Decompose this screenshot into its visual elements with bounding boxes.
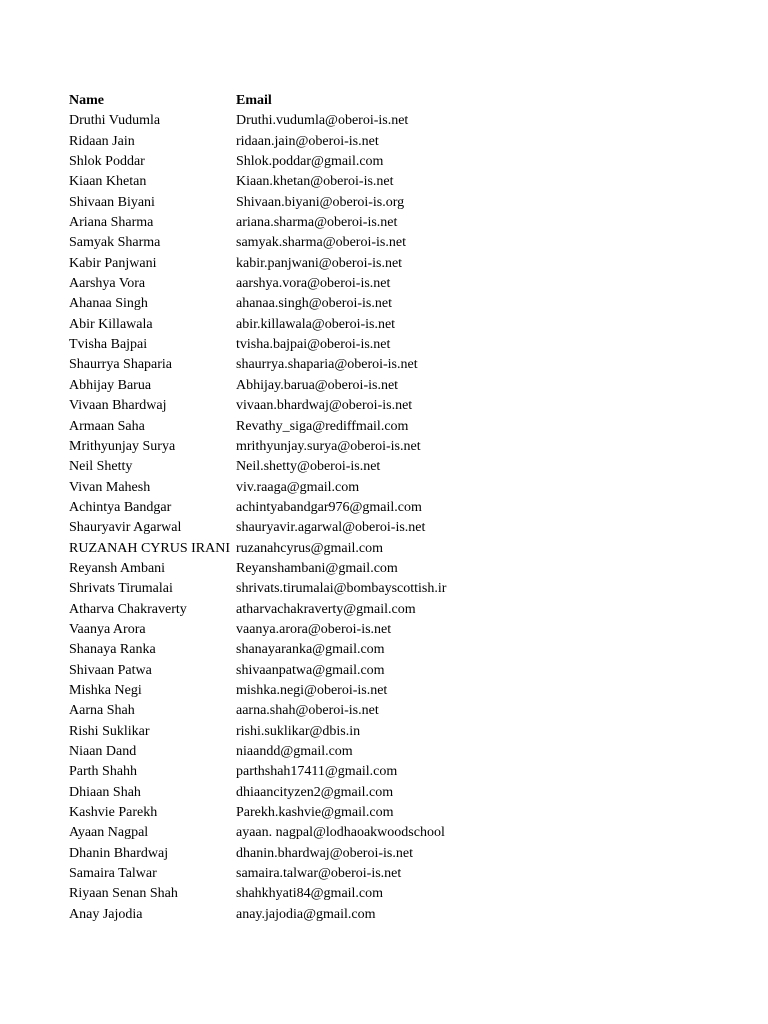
table-row — [69, 376, 689, 396]
contact-email: vivaan.bhardwaj@oberoi-is.net — [236, 398, 413, 414]
name-column-header: Name — [69, 93, 104, 108]
email-column-header: Email — [236, 93, 272, 108]
table-row — [69, 355, 689, 375]
contact-name: Kiaan Khetan — [69, 174, 147, 190]
table-row — [69, 152, 689, 172]
table-row — [69, 620, 689, 640]
contact-name: Abhijay Barua — [69, 377, 152, 393]
table-row — [69, 213, 689, 233]
table-body — [69, 111, 689, 925]
contact-name: Ariana Sharma — [69, 215, 154, 231]
contact-name: Aarshya Vora — [69, 276, 146, 292]
table-row — [69, 640, 689, 660]
contact-name: Kashvie Parekh — [69, 805, 158, 821]
table-row — [69, 701, 689, 721]
table-row — [69, 681, 689, 701]
contact-email: niaandd@gmail.com — [236, 744, 353, 759]
table-row — [69, 335, 689, 355]
contact-name: Shivaan Patwa — [69, 662, 152, 678]
table-row — [69, 884, 689, 904]
contact-name: Tvisha Bajpai — [69, 337, 148, 353]
contact-name: Atharva Chakraverty — [69, 601, 187, 617]
contact-name: Vivan Mahesh — [69, 479, 151, 495]
contact-email: Abhijay.barua@oberoi-is.net — [236, 377, 399, 393]
contact-name: Abir Killawala — [69, 316, 153, 332]
contact-name: Mrithyunjay Surya — [69, 438, 176, 454]
table-row — [69, 132, 689, 152]
table-row — [69, 559, 689, 579]
contact-email: rishi.suklikar@dbis.in — [236, 723, 361, 739]
contact-email: shaurrya.shaparia@oberoi-is.net — [236, 357, 418, 373]
table-row — [69, 864, 689, 884]
contact-email: ayaan. nagpal@lodhaoakwoodschool — [236, 825, 445, 841]
contact-email: abir.killawala@oberoi-is.net — [236, 316, 396, 332]
table-row — [69, 579, 689, 599]
contact-name: Parth Shahh — [69, 764, 138, 780]
table-row — [69, 661, 689, 681]
contact-email: Shlok.poddar@gmail.com — [236, 154, 384, 170]
contact-name: Dhanin Bhardwaj — [69, 845, 169, 861]
contact-email: viv.raaga@gmail.com — [236, 479, 360, 495]
contact-name: Shauryavir Agarwal — [69, 520, 182, 536]
contact-email: tvisha.bajpai@oberoi-is.net — [236, 337, 391, 353]
contact-name: Achintya Bandgar — [69, 499, 172, 515]
contact-name: Shrivats Tirumalai — [69, 581, 173, 597]
contact-name: Shaurrya Shaparia — [69, 357, 173, 373]
table-row — [69, 823, 689, 843]
contact-email: Shivaan.biyani@oberoi-is.org — [236, 194, 405, 210]
contact-email: Parekh.kashvie@gmail.com — [236, 805, 394, 821]
table-row — [69, 254, 689, 274]
table-row — [69, 742, 689, 762]
contact-email: atharvachakraverty@gmail.com — [236, 601, 416, 617]
contact-email: shanayaranka@gmail.com — [236, 642, 385, 658]
contact-table — [69, 91, 689, 925]
contact-email: Kiaan.khetan@oberoi-is.net — [236, 174, 394, 190]
contact-name: Samaira Talwar — [69, 866, 157, 882]
contact-email: aarshya.vora@oberoi-is.net — [236, 276, 391, 292]
contact-name: Ahanaa Singh — [69, 296, 148, 312]
table-row — [69, 437, 689, 457]
contact-email: shauryavir.agarwal@oberoi-is.net — [236, 520, 426, 536]
table-row — [69, 172, 689, 192]
table-row — [69, 905, 689, 925]
table-row — [69, 294, 689, 314]
table-row — [69, 478, 689, 498]
contact-email: ahanaa.singh@oberoi-is.net — [236, 296, 392, 312]
table-row — [69, 233, 689, 253]
contact-name: Vivaan Bhardwaj — [69, 398, 167, 414]
contact-email: ruzanahcyrus@gmail.com — [236, 540, 384, 556]
contact-name: Samyak Sharma — [69, 235, 161, 251]
contact-name: Anay Jajodia — [69, 906, 143, 922]
table-row — [69, 457, 689, 477]
contact-email: Neil.shetty@oberoi-is.net — [236, 459, 381, 475]
table-row — [69, 518, 689, 538]
contact-email: dhiaancityzen2@gmail.com — [236, 784, 394, 800]
table-header-row — [69, 91, 689, 111]
contact-name: Shlok Poddar — [69, 154, 145, 170]
contact-email: samaira.talwar@oberoi-is.net — [236, 866, 402, 882]
contact-email: dhanin.bhardwaj@oberoi-is.net — [236, 845, 413, 861]
contact-name: Ridaan Jain — [69, 133, 135, 149]
table-row — [69, 111, 689, 131]
table-row — [69, 803, 689, 823]
contact-email: Reyanshambani@gmail.com — [236, 560, 398, 576]
table-row — [69, 539, 689, 559]
contact-name: Druthi Vudumla — [69, 113, 161, 129]
contact-email: Druthi.vudumla@oberoi-is.net — [236, 113, 409, 129]
contact-name: Rishi Suklikar — [69, 723, 150, 739]
contact-email: ridaan.jain@oberoi-is.net — [236, 133, 379, 149]
table-row — [69, 417, 689, 437]
contact-name: Mishka Negi — [69, 682, 142, 698]
table-row — [69, 193, 689, 213]
contact-email: samyak.sharma@oberoi-is.net — [236, 235, 406, 251]
contact-name: Niaan Dand — [69, 744, 137, 759]
contact-email: mrithyunjay.surya@oberoi-is.net — [236, 438, 421, 454]
table-row — [69, 600, 689, 620]
contact-email: Revathy_siga@rediffmail.com — [236, 418, 409, 434]
contact-name: Neil Shetty — [69, 459, 133, 475]
contact-email: shahkhyati84@gmail.com — [236, 886, 384, 902]
contact-email: kabir.panjwani@oberoi-is.net — [236, 255, 403, 271]
contact-name: Kabir Panjwani — [69, 255, 157, 271]
contact-email: parthshah17411@gmail.com — [236, 764, 398, 780]
contact-email: vaanya.arora@oberoi-is.net — [236, 621, 392, 637]
table-row — [69, 315, 689, 335]
contact-name: Shivaan Biyani — [69, 194, 155, 210]
table-row — [69, 274, 689, 294]
contact-email: ariana.sharma@oberoi-is.net — [236, 215, 398, 231]
contact-email: shivaanpatwa@gmail.com — [236, 662, 385, 678]
contact-name: Dhiaan Shah — [69, 784, 141, 800]
contact-name: RUZANAH CYRUS IRANI — [69, 540, 231, 556]
contact-name: Ayaan Nagpal — [69, 825, 149, 841]
table-row — [69, 844, 689, 864]
contact-email: achintyabandgar976@gmail.com — [236, 499, 422, 515]
contact-name: Reyansh Ambani — [69, 560, 166, 576]
table-row — [69, 762, 689, 782]
table-row — [69, 783, 689, 803]
contact-name: Shanaya Ranka — [69, 642, 156, 658]
table-row — [69, 498, 689, 518]
contact-name: Vaanya Arora — [69, 621, 146, 637]
contact-name: Riyaan Senan Shah — [69, 886, 178, 902]
contact-email: anay.jajodia@gmail.com — [236, 906, 376, 922]
contact-name: Armaan Saha — [69, 418, 145, 434]
contact-email: shrivats.tirumalai@bombayscottish.ir — [236, 581, 447, 597]
contact-email: aarna.shah@oberoi-is.net — [236, 703, 379, 719]
table-row — [69, 396, 689, 416]
contact-name: Aarna Shah — [69, 703, 135, 719]
contact-email: mishka.negi@oberoi-is.net — [236, 682, 388, 698]
table-row — [69, 722, 689, 742]
